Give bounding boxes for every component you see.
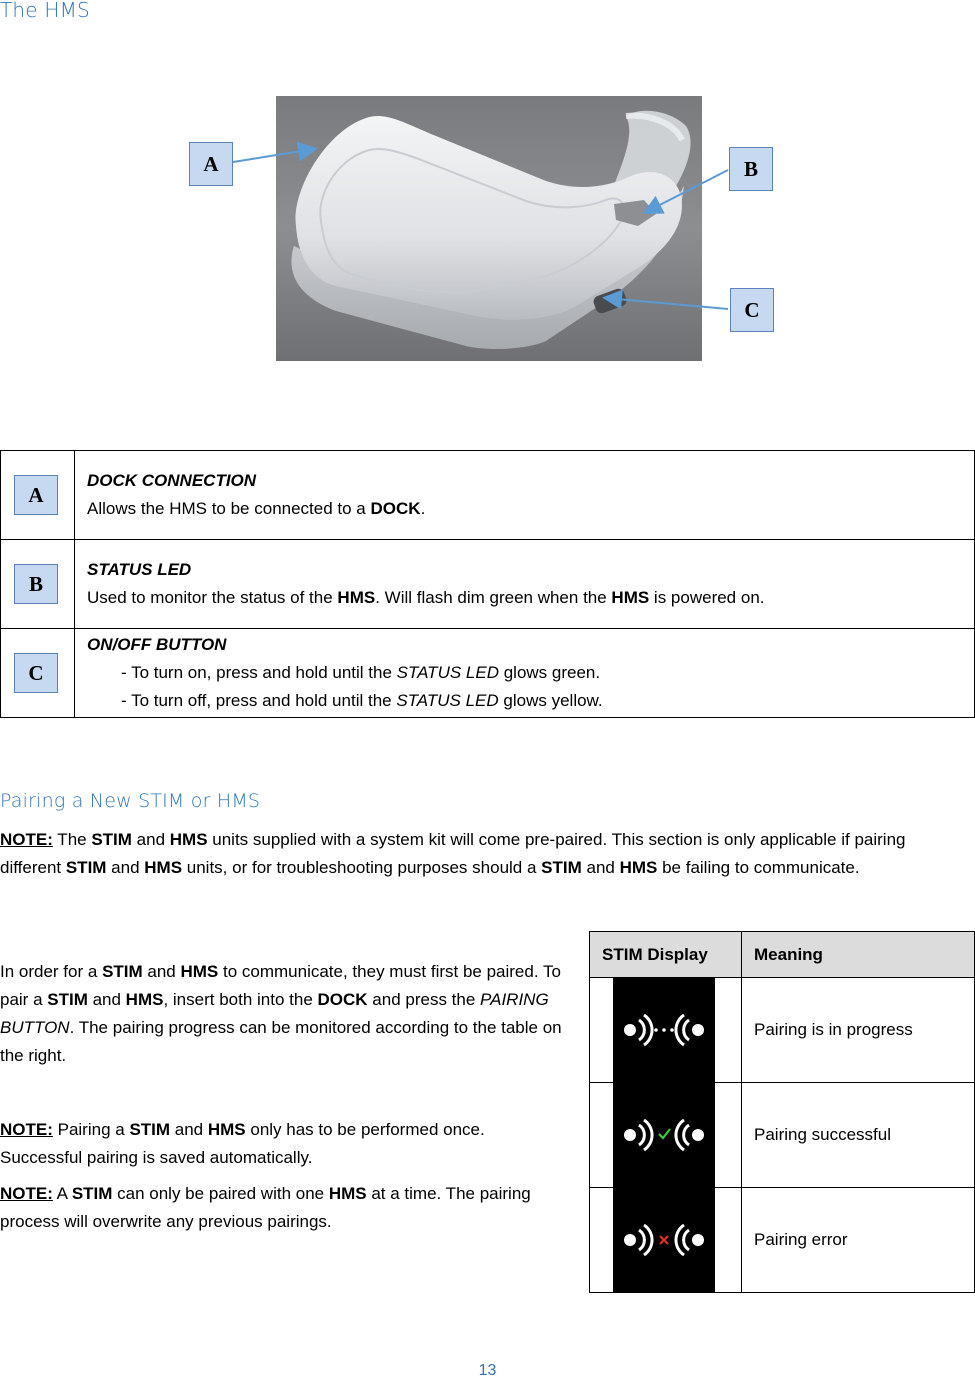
callout-b: B [729, 147, 773, 191]
meaning-cell: Pairing is in progress [742, 978, 975, 1083]
pairing-success-icon [613, 1083, 715, 1187]
note-preparied: NOTE: The STIM and HMS units supplied with a system kit will come pre-paired. This section is only applicable if pairing different STIM and HMS units, or for troubleshooting purposes should a STIM and HMS be failing to communicate. [0, 830, 906, 877]
legend-desc-turn-on: - To turn on, press and hold until the STATUS LED glows green. [121, 663, 601, 682]
legend-desc-status-led: Used to monitor the status of the HMS. Will flash dim green when the HMS is powered on. [87, 588, 765, 607]
legend-key-b: B [14, 564, 58, 604]
component-legend-table [0, 450, 975, 718]
note-pairing-once: NOTE: Pairing a STIM and HMS only has to be performed once. Successful pairing is saved automatically. [0, 1120, 485, 1167]
legend-row-c [1, 629, 975, 718]
legend-title-dock-connection: DOCK CONNECTION [87, 471, 257, 490]
pairing-progress-icon [613, 978, 715, 1082]
table-row [590, 1083, 975, 1188]
legend-desc-turn-off: - To turn off, press and hold until the STATUS LED glows yellow. [121, 691, 603, 710]
page-number: 13 [478, 1362, 497, 1379]
legend-title-on-off-button: ON/OFF BUTTON [87, 635, 227, 654]
legend-title-status-led: STATUS LED [87, 560, 192, 579]
page-title: The HMS [0, 0, 90, 22]
table-row [590, 978, 975, 1083]
column-header-stim-display: STIM Display [590, 932, 742, 978]
section-heading-pairing: Pairing a New STIM or HMS [0, 790, 261, 812]
pairing-status-table [589, 931, 975, 1293]
callout-a: A [189, 142, 233, 186]
table-row [590, 1188, 975, 1293]
meaning-cell: Pairing successful [742, 1083, 975, 1188]
legend-key-c: C [14, 653, 58, 693]
callout-c: C [730, 288, 774, 332]
legend-desc-dock-connection: Allows the HMS to be connected to a DOCK. [87, 499, 426, 518]
column-header-meaning: Meaning [742, 932, 975, 978]
legend-key-a: A [14, 475, 58, 515]
legend-row-b [1, 540, 975, 629]
pairing-instructions: In order for a STIM and HMS to communicate, they must first be paired. To pair a STIM and HMS, insert both into the DOCK and press the PAIRING BUTTON. The pairing progress can be monitored according to the table on the right. [0, 962, 562, 1065]
note-one-hms: NOTE: A STIM can only be paired with one HMS at a time. The pairing process will overwrite any previous pairings. [0, 1184, 531, 1231]
legend-row-a [1, 451, 975, 540]
hms-device-photo [276, 96, 702, 361]
pairing-error-icon [613, 1188, 715, 1292]
meaning-cell: Pairing error [742, 1188, 975, 1293]
